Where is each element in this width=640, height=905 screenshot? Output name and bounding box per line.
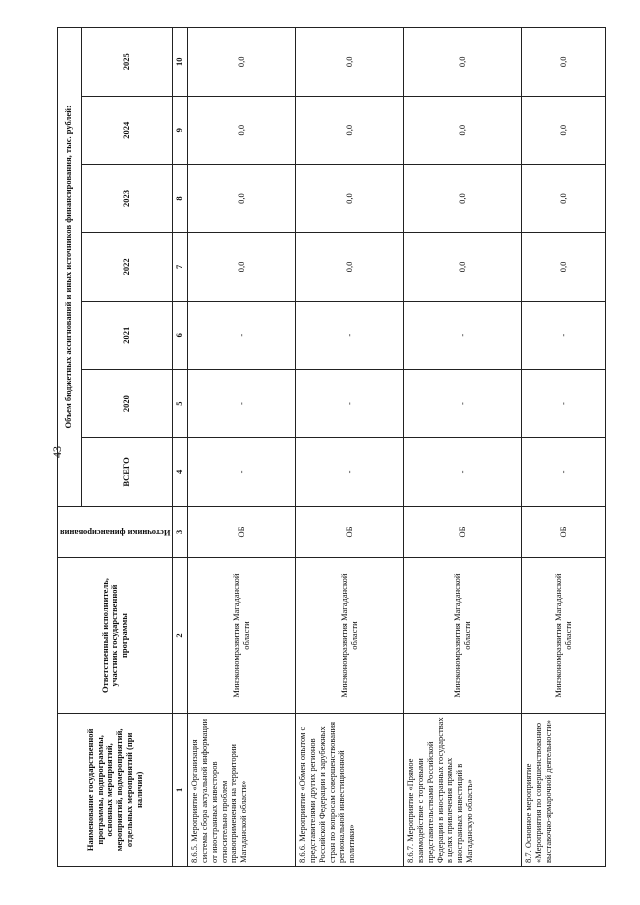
row-value-2025: 0,0: [296, 28, 404, 97]
row-value-2020: -: [188, 369, 296, 437]
column-number: 6: [173, 301, 188, 369]
page-number: 43: [50, 446, 64, 458]
row-value-2024: 0,0: [188, 96, 296, 164]
column-number: 5: [173, 369, 188, 437]
header-year-2020: 2020: [81, 369, 173, 437]
header-year-2022: 2022: [81, 233, 173, 301]
header-source: [58, 506, 173, 558]
column-number: 10: [173, 28, 188, 97]
row-value-2021: -: [188, 301, 296, 369]
row-name: 8.6.7. Мероприятие «Прямое взаимодействие с торговыми представительствами Российской Федерации в иностранных государствах в целях привлечения прямых иностранных инвестиций в Магаданскую область»: [404, 713, 522, 866]
row-value-2024: 0,0: [296, 96, 404, 164]
budget-table-rotated: [57, 27, 577, 867]
row-value-2025: 0,0: [522, 28, 606, 97]
row-value-2022: 0,0: [296, 233, 404, 301]
header-year-2023: 2023: [81, 164, 173, 232]
row-value-2022: 0,0: [522, 233, 606, 301]
row-value-2022: 0,0: [404, 233, 522, 301]
row-value-2024: 0,0: [522, 96, 606, 164]
row-executor: Минэкономразвития Магаданской области: [522, 558, 606, 713]
row-value-2024: 0,0: [404, 96, 522, 164]
row-value-2020: -: [296, 369, 404, 437]
row-executor: Минэкономразвития Магаданской области: [404, 558, 522, 713]
header-year-2021: 2021: [81, 301, 173, 369]
row-value-total: -: [296, 438, 404, 506]
row-value-2025: 0,0: [404, 28, 522, 97]
column-number: 1: [173, 713, 188, 866]
budget-allocation-table: [57, 27, 606, 867]
row-executor: Минэкономразвития Магаданской области: [296, 558, 404, 713]
table-row: [188, 28, 296, 867]
row-source: ОБ: [522, 506, 606, 558]
column-number: 7: [173, 233, 188, 301]
row-source: ОБ: [296, 506, 404, 558]
row-executor: Минэкономразвития Магаданской области: [188, 558, 296, 713]
column-number: 8: [173, 164, 188, 232]
row-value-2023: 0,0: [188, 164, 296, 232]
row-source: ОБ: [404, 506, 522, 558]
row-value-2020: -: [522, 369, 606, 437]
row-source: ОБ: [188, 506, 296, 558]
header-group-title: Объем бюджетных ассигнований и иных источников финансирования, тыс. рублей:: [58, 28, 82, 507]
row-value-2021: -: [404, 301, 522, 369]
row-value-2023: 0,0: [522, 164, 606, 232]
row-name: 8.7. Основное мероприятие «Мероприятия по совершенствованию выставочно-ярмарочной деятельности»: [522, 713, 606, 866]
header-year-2024: 2024: [81, 96, 173, 164]
row-value-total: -: [404, 438, 522, 506]
header-year-total: ВСЕГО: [81, 438, 173, 506]
column-number: 4: [173, 438, 188, 506]
row-value-2021: -: [522, 301, 606, 369]
row-value-2023: 0,0: [296, 164, 404, 232]
row-value-2021: -: [296, 301, 404, 369]
table-row: [522, 28, 606, 867]
table-row: [296, 28, 404, 867]
row-value-2025: 0,0: [188, 28, 296, 97]
column-number: 9: [173, 96, 188, 164]
row-value-total: -: [188, 438, 296, 506]
row-value-2023: 0,0: [404, 164, 522, 232]
column-number: 3: [173, 506, 188, 558]
header-year-2025: 2025: [81, 28, 173, 97]
row-value-2020: -: [404, 369, 522, 437]
header-source-label: Источники финансирования: [60, 527, 171, 538]
row-name: 8.6.6. Мероприятие «Обмен опытом с представителями других регионов Российской Федерации и зарубежных стран по вопросам совершенствования региональной инвестиционной политики»: [296, 713, 404, 866]
table-row: [404, 28, 522, 867]
header-executor: Ответственный исполнитель, участник государственной программы: [58, 558, 173, 713]
row-name: 8.6.5. Мероприятие «Организация системы сбора актуальной информации от иностранных инвесторов относительно проблем правоприменения на территории Магаданской области»: [188, 713, 296, 866]
column-number: 2: [173, 558, 188, 713]
header-name: Наименование государственной программы, подпрограммы, основных мероприятий, мероприятий, подмероприятий, отдельных мероприятий (при наличии): [58, 713, 173, 866]
row-value-total: -: [522, 438, 606, 506]
row-value-2022: 0,0: [188, 233, 296, 301]
